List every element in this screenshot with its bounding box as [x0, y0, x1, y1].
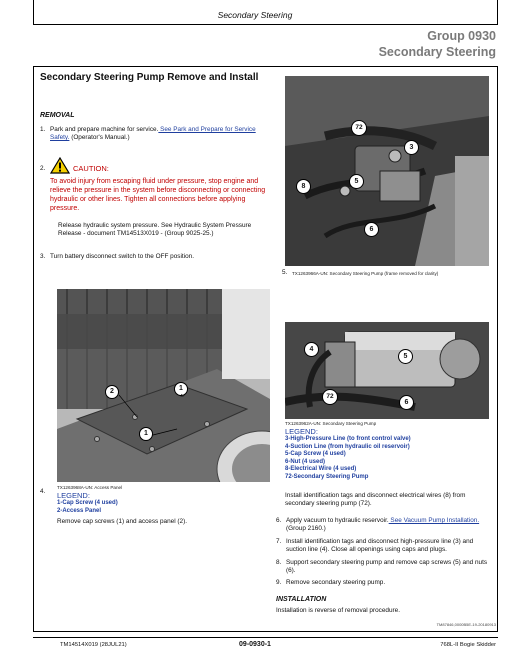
step-text: Remove secondary steering pump.: [286, 579, 386, 586]
step-9: [276, 579, 492, 587]
group-title: Secondary Steering: [378, 45, 496, 59]
step-number: 7.: [276, 538, 282, 545]
footer-doc-id: TM14514X019 (28JUL21): [60, 642, 127, 648]
callout-6: 6: [364, 222, 379, 237]
step-tail: (Operator's Manual.): [69, 134, 130, 142]
footer-machine: 768L-II Bogie Skidder: [440, 642, 496, 648]
callout-2: 2: [105, 385, 119, 399]
legend-item: 2-Access Panel: [57, 507, 102, 514]
fig-right-legend: [285, 427, 411, 481]
callout-4: 4: [304, 342, 319, 357]
caution-label: CAUTION:: [73, 164, 109, 173]
running-header: Secondary Steering: [217, 10, 293, 20]
legend-item: 72-Secondary Steering Pump: [285, 473, 369, 480]
legend-item: 5-Cap Screw (4 used): [285, 451, 346, 457]
fig-left-legend: [57, 491, 118, 515]
fig-right-caption: TX1263962A-UN: Secondary Steering Pump: [285, 421, 377, 426]
installation-heading: INSTALLATION: [276, 596, 327, 603]
step-4-text: Remove cap screws (1) and access panel (2).: [57, 518, 187, 525]
step-2: [40, 157, 272, 213]
step-number: 1.: [40, 126, 46, 133]
callout-1: 1: [139, 427, 153, 441]
group-number: Group 0930: [427, 29, 496, 43]
fig-top-caption: TX1263966A-UN: Secondary Steering Pump (frame removed for clarity): [292, 271, 439, 276]
warning-triangle-icon: [50, 157, 70, 177]
step-number: 8.: [276, 559, 282, 566]
vacuum-pump-link[interactable]: See Vacuum Pump Installation.: [388, 517, 480, 524]
step-number: 2.: [40, 165, 46, 172]
callout-6: 6: [399, 395, 414, 410]
fig-left-caption: TX1263968A-UN: Access Panel: [57, 485, 123, 490]
legend-item: 4-Suction Line (from hydraulic oil reservoir): [285, 443, 410, 450]
secondary-steering-pump-photo: [285, 76, 489, 266]
step-1: [40, 126, 272, 143]
step-number: 5.: [282, 269, 288, 276]
footer-page-number: 09-0930-1: [239, 641, 271, 648]
step-number: 4.: [40, 488, 46, 495]
legend-item: 6-Nut (4 used): [285, 458, 326, 465]
callout-1: 1: [174, 382, 188, 396]
step-text: Turn battery disconnect switch to the OFF position.: [50, 253, 194, 260]
installation-text: Installation is reverse of removal procedure.: [276, 607, 400, 614]
step-number: 6.: [276, 517, 282, 524]
caution-text: To avoid injury from escaping fluid under pressure, stop engine and relieve the pressure in the system before disconnecting or connecting hydraulic or other lines. Tighten all connections before applying pressure.: [50, 178, 266, 213]
step-text: Support secondary steering pump and remove cap screws (5) and nuts (6).: [286, 559, 488, 575]
park-prepare-link[interactable]: See Park and Prepare for Service Safety.: [50, 126, 256, 142]
section-title: Secondary Steering Pump Remove and Install: [40, 72, 259, 83]
step-2-text: Release hydraulic system pressure. See Hydraulic System Pressure Release - document TM14513X019 - (Group 9025-25.): [58, 222, 252, 238]
access-panel-photo: [57, 289, 270, 482]
legend-item: 3-High-Pressure Line (to front control valve): [285, 436, 411, 442]
callout-5: 5: [349, 174, 364, 189]
pump-closeup-photo: [285, 322, 489, 419]
step-tail: (Group 2160.): [286, 525, 326, 533]
step-8: [276, 559, 492, 576]
step-7: [276, 538, 492, 555]
footer-rule: [33, 637, 498, 638]
step-5-text: Install identification tags and disconnect electrical wires (8) from secondary steering pump (72).: [285, 492, 466, 508]
reference-code: TM87846,0000B5E-19-20180913: [436, 622, 496, 627]
callout-8: 8: [296, 179, 311, 194]
step-text: Apply vacuum to hydraulic reservoir.: [286, 517, 389, 524]
callout-5: 5: [398, 349, 413, 364]
legend-item: 1-Cap Screw (4 used): [57, 500, 118, 506]
step-number: 9.: [276, 579, 282, 586]
step-6: [276, 517, 492, 534]
step-number: 3.: [40, 253, 46, 260]
legend-heading: LEGEND:: [285, 427, 318, 436]
step-3: [40, 253, 272, 261]
callout-72: 72: [351, 120, 367, 136]
removal-heading: REMOVAL: [40, 112, 75, 119]
header-rule: [33, 24, 498, 25]
step-text: Install identification tags and disconnect high-pressure line (3) and suction line (4). Close all openings using caps and plugs.: [286, 538, 474, 554]
callout-72: 72: [322, 389, 338, 405]
callout-3: 3: [404, 140, 419, 155]
legend-item: 8-Electrical Wire (4 used): [285, 466, 357, 472]
step-text: Park and prepare machine for service.: [50, 126, 159, 133]
legend-heading: LEGEND:: [57, 491, 90, 500]
